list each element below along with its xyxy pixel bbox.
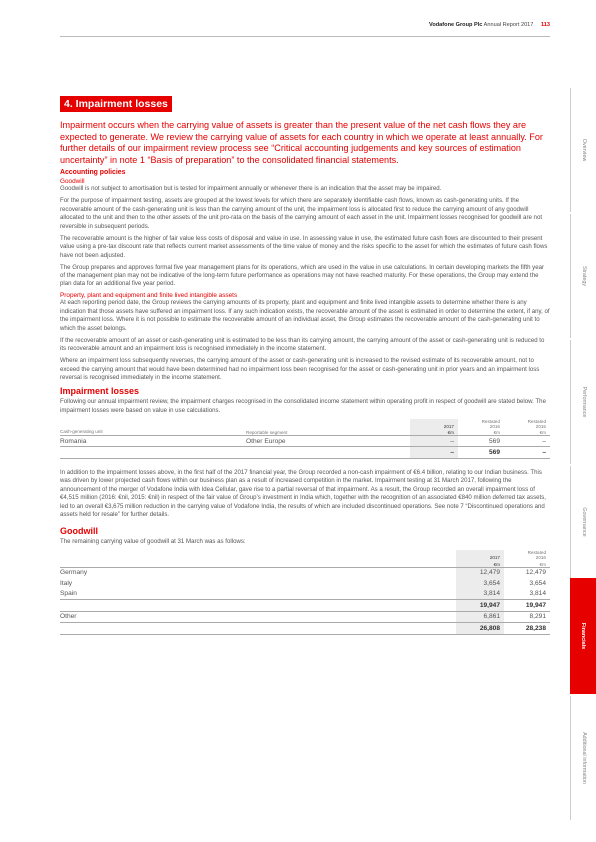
goodwill-paragraph: The Group prepares and approves formal five year management plans for its operations, which are used in the value in use calculations. In certain developing markets the fifth year of the management plan may not be indicative of the long-term future performance as operations may not have reached maturity. For these operations, the Group may extend the plan data for an additional five year period. (60, 263, 545, 288)
page-header (429, 22, 550, 28)
main-content (60, 94, 550, 635)
impairment-table: Restated Restated 2017 2016 2015 Cash-generating unit Reportable segment €m €m €m Romania Other Europe – 569 – – 569 – (60, 419, 550, 459)
table-row: Other 6,861 8,291 (60, 611, 550, 623)
page-number: 113 (540, 22, 550, 28)
impairment-losses-heading: Impairment losses (60, 386, 140, 397)
ppe-paragraph: Where an impairment loss subsequently reverses, the carrying amount of the asset or cash-generating unit is increased to the revised estimate of its recoverable amount, not to exceed the carrying amount that would have been determined had no impairment loss been recognised for the asset or cash-generating unit in prior years and an impairment loss reversal is recognised immediately in the income statement. (60, 357, 540, 381)
goodwill-paragraph: For the purpose of impairment testing, assets are grouped at the lowest levels for which there are separately identifiable cash flows, known as cash-generating units. If the recoverable amount of the cash-generating unit is less than the carrying amount of the unit, the impairment loss is allocated first to reduce the carrying amount of any goodwill allocated to the unit and then to the other assets of the unit pro-rata on the basis of the carrying amount of each asset in the unit. Impairment losses recognised for goodwill are not reversible in subsequent periods. (60, 197, 543, 230)
report-name: Annual Report 2017 (483, 22, 534, 28)
table-total-row: – 569 – (60, 447, 550, 459)
impairment-intro: Following our annual impairment review, the impairment charges recognised in the consolidated income statement within operating profit in respect of goodwill are stated below. The impairment losses were based on value in use calculations. (60, 398, 546, 414)
nav-tab-strategy[interactable]: Strategy (570, 214, 596, 338)
col-header-2016: 2016 (489, 423, 500, 429)
ppe-paragraph: If the recoverable amount of an asset or cash-generating unit is estimated to be less than its carrying amount, the carrying amount of the asset or cash-generating unit is reduced to its recoverable amount and an impairment loss is recognised immediately in the income statement. (60, 336, 545, 353)
goodwill-heading: Goodwill (60, 525, 98, 536)
accounting-policies-heading: Accounting policies (60, 169, 126, 177)
goodwill-intro: The remaining carrying value of goodwill at 31 March was as follows: (60, 537, 246, 545)
impairment-after-text: In addition to the impairment losses above, in the first half of the 2017 financial year, the Group recorded a non-cash impairment of €6.4 billion, relating to our Indian business. This was driven by lower projected cash flows within our business plan as a result of increased competition in the market. Impairment testing at 31 March 2017, following the announcement of the merger of Vodafone India with Idea Cellular, gave rise to a partial reversal of that impairment. As a result, the Group recorded an overall impairment loss of €4,515 million (2016: €nil, 2015: €nil) in respect of the fair value of Group’s investment in India which, together with the recognition of an associated €840 million deferred tax assets, led to an overall €3,675 million reduction in the carrying value of Vodafone India, the results of which are included discontinued operations. See note 7 “Discontinued operations and assets held for resale” for further details. (60, 468, 546, 519)
col-header-2017: 2017 (410, 424, 458, 429)
header-rule (60, 36, 550, 37)
table-row: Spain 3,814 3,814 (60, 589, 550, 600)
col-header-segment: Reportable segment (246, 429, 288, 435)
section-title: 4. Impairment losses (60, 96, 172, 112)
col-header-cgu: Cash-generating unit (60, 428, 103, 434)
nav-tab-performance[interactable]: Performance (570, 340, 596, 464)
section-intro: Impairment occurs when the carrying value of assets is greater than the present value of the net cash flows they are expected to generate. We review the carrying value of assets for each country in which we operate at least annually. For further details of our impairment review process see “Critical accounting judgements and key sources of estimation uncertainty” in note 1 “Basis of preparation” to the consolidated financial statements. (60, 120, 543, 165)
table-total-row: 26,808 28,238 (60, 623, 550, 635)
nav-tab-overview[interactable]: Overview (570, 88, 596, 212)
table-row: Germany 12,479 12,479 (60, 567, 550, 578)
nav-tab-financials[interactable]: Financials (570, 578, 596, 694)
table-subtotal-row: 19,947 19,947 (60, 600, 550, 612)
goodwill-subheading: Goodwill (60, 178, 85, 186)
table-row: Italy 3,654 3,654 (60, 579, 546, 587)
nav-tab-governance[interactable]: Governance (570, 466, 596, 578)
goodwill-paragraph: Goodwill is not subject to amortisation but is tested for impairment annually or whenever there is an indication that the asset may be impaired. (60, 185, 442, 193)
ppe-paragraph: At each reporting period date, the Group reviews the carrying amounts of its property, plant and equipment and finite lived intangible assets to determine whether there is any indication that those assets have suffered an impairment loss. If any such indication exists, the recoverable amount of the asset is estimated in order to determine the extent, if any, of the impairment loss. Where it is not possible to estimate the recoverable amount of an individual asset, the Group estimates the recoverable amount of the cash-generating unit to which the asset belongs. (60, 299, 550, 332)
company-name: Vodafone Group Plc (429, 22, 483, 28)
goodwill-paragraph: The recoverable amount is the higher of fair value less costs of disposal and value in use. In assessing value in use, the estimated future cash flows are discounted to their present value using a pre-tax discount rate that reflects current market assessments of the time value of money and the risks specific to the asset for which the estimates of future cash flows have not been adjusted. (60, 234, 548, 259)
goodwill-table: Restated 2017 2016 €m €m Germany 12,479 12,479 Italy 3,654 3,654 Spain 3,814 3,814 19,947 19,947 Other 6,861 8,291 26,808 28,238 (60, 550, 550, 635)
nav-tab-additional-information[interactable]: Additional information (570, 696, 596, 820)
table-row: Romania Other Europe – 569 – (60, 435, 550, 447)
ppe-subheading: Property, plant and equipment and finite lived intangible assets (60, 292, 238, 300)
col-header-2015: 2015 (535, 423, 546, 429)
